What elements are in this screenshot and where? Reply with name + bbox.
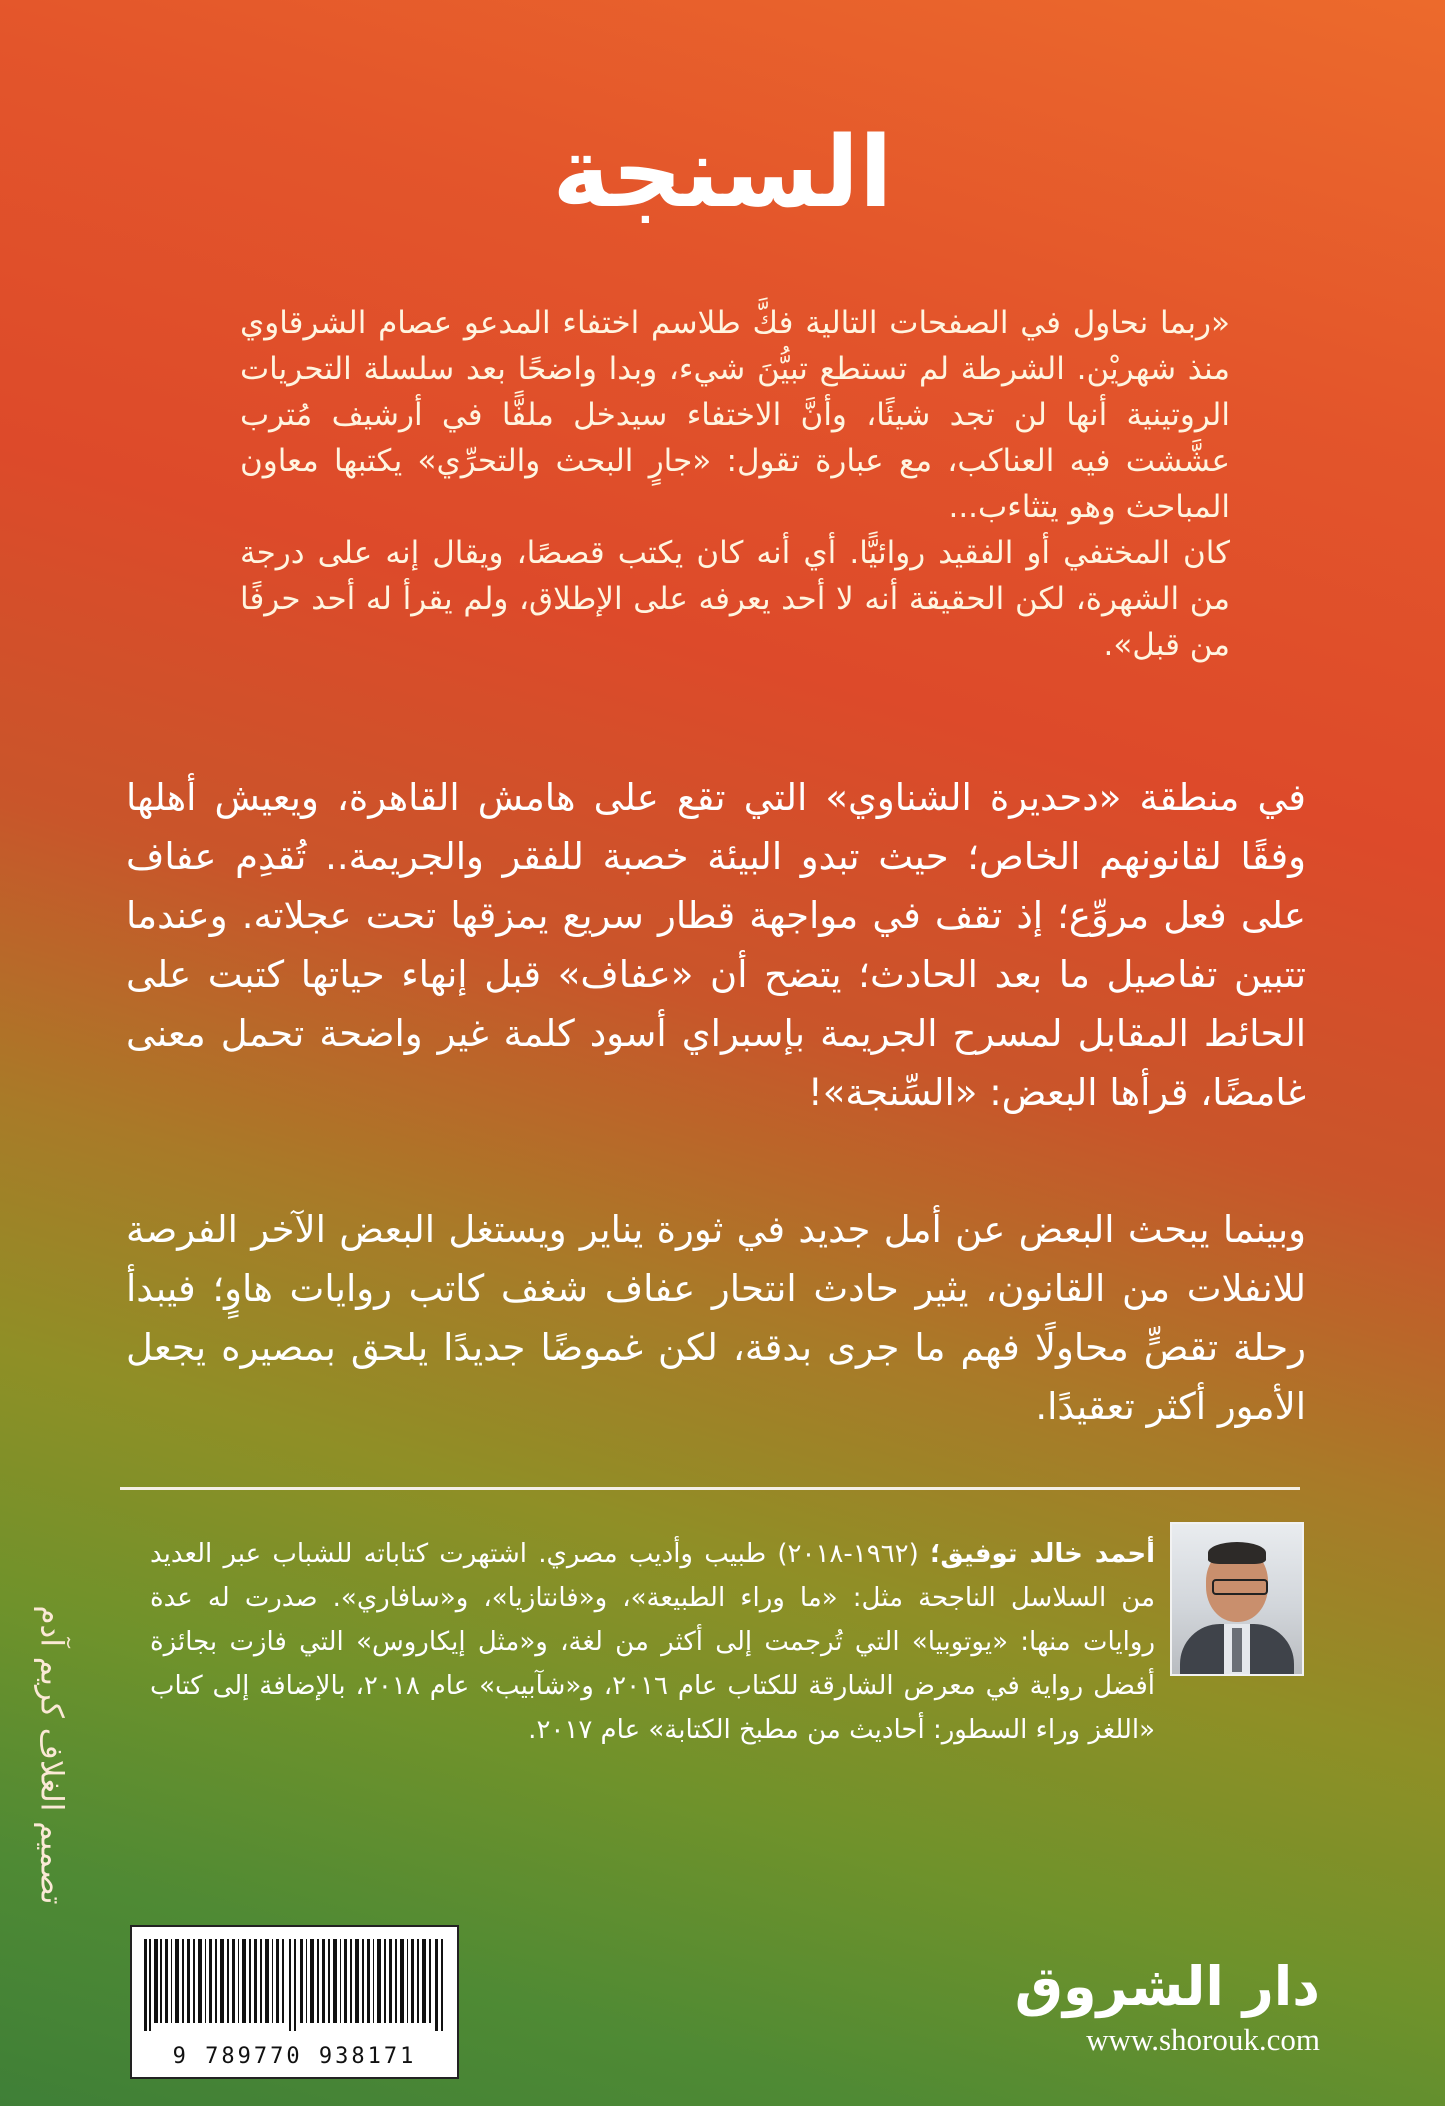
publisher-logo bbox=[1010, 1955, 1320, 2058]
quote-paragraph-2: كان المختفي أو الفقيد روائيًّا. أي أنه كان يكتب قصصًا، ويقال إنه على درجة من الشهرة، لكن الحقيقة أنه لا أحد يعرفه على الإطلاق، ولم يقرأ له أحد حرفًا من قبل». bbox=[240, 535, 1230, 663]
cover-design-credit bbox=[32, 1545, 72, 1965]
author-photo bbox=[1170, 1522, 1304, 1676]
quote-block bbox=[240, 300, 1230, 668]
isbn-barcode bbox=[130, 1925, 459, 2079]
book-title: السنجة bbox=[552, 116, 893, 230]
author-bio-text: (١٩٦٢-٢٠١٨) طبيب وأديب مصري. اشتهرت كتاباته للشباب عبر العديد من السلاسل الناجحة مثل: «ما وراء الطبيعة»، و«فانتازيا»، و«سافاري». صدرت له عدة روايات منها: «يوتوبيا» التي تُرجمت إلى أكثر من لغة، و«مثل إيكاروس» التي فازت بجائزة أفضل رواية في معرض الشارقة للكتاب عام ٢٠١٦، و«شآبيب» عام ٢٠١٨، بالإضافة إلى كتاب «اللغز وراء السطور: أحاديث من مطبخ الكتابة» عام ٢٠١٧. bbox=[150, 1539, 1155, 1745]
divider bbox=[120, 1487, 1300, 1490]
synopsis-paragraph-2: وبينما يبحث البعض عن أمل جديد في ثورة يناير ويستغل البعض الآخر الفرصة للانفلات من القانون، يثير حادث انتحار عفاف شغف كاتب روايات هاوٍ؛ فيبدأ رحلة تقصٍّ محاولًا فهم ما جرى بدقة، لكن غموضًا جديدًا يلحق بمصيره يجعل الأمور أكثر تعقيدًا. bbox=[126, 1208, 1306, 1428]
barcode-bars-icon bbox=[144, 1939, 445, 2031]
quote-paragraph-1: «ربما نحاول في الصفحات التالية فكَّ طلاسم اختفاء المدعو عصام الشرقاوي منذ شهريْن. الشرطة لم تستطع تبيُّنَ شيء، وبدا واضحًا بعد سلسلة التحريات الروتينية أنها لن تجد شيئًا، وأنَّ الاختفاء سيدخل ملفًّا في أرشيف مُترب عشَّشت فيه العناكب، مع عبارة تقول: «جارٍ البحث والتحرِّي» يكتبها معاون المباحث وهو يتثاءب... bbox=[240, 305, 1230, 525]
synopsis-paragraph-1: في منطقة «دحديرة الشناوي» التي تقع على هامش القاهرة، ويعيش أهلها وفقًا لقانونهم الخاص؛ حيث تبدو البيئة خصبة للفقر والجريمة.. تُقدِم عفاف على فعل مروِّع؛ إذ تقف في مواجهة قطار سريع يمزقها تحت عجلاته. وعندما تتبين تفاصيل ما بعد الحادث؛ يتضح أن «عفاف» قبل إنهاء حياتها كتبت على الحائط المقابل لمسرح الجريمة بإسبراي أسود كلمة غير واضحة تحمل معنى غامضًا، قرأها البعض: «السِّنجة»! bbox=[126, 776, 1306, 1114]
barcode-digits: 9 789770 938171 bbox=[172, 2044, 417, 2069]
author-name: أحمد خالد توفيق؛ bbox=[930, 1539, 1155, 1569]
author-bio bbox=[150, 1532, 1155, 1752]
publisher-name: دار الشروق bbox=[1014, 1955, 1320, 2018]
publisher-url: www.shorouk.com bbox=[1086, 2022, 1320, 2057]
cover-design-credit-text: تصميم الغلاف كريم آدم bbox=[34, 1605, 71, 1905]
